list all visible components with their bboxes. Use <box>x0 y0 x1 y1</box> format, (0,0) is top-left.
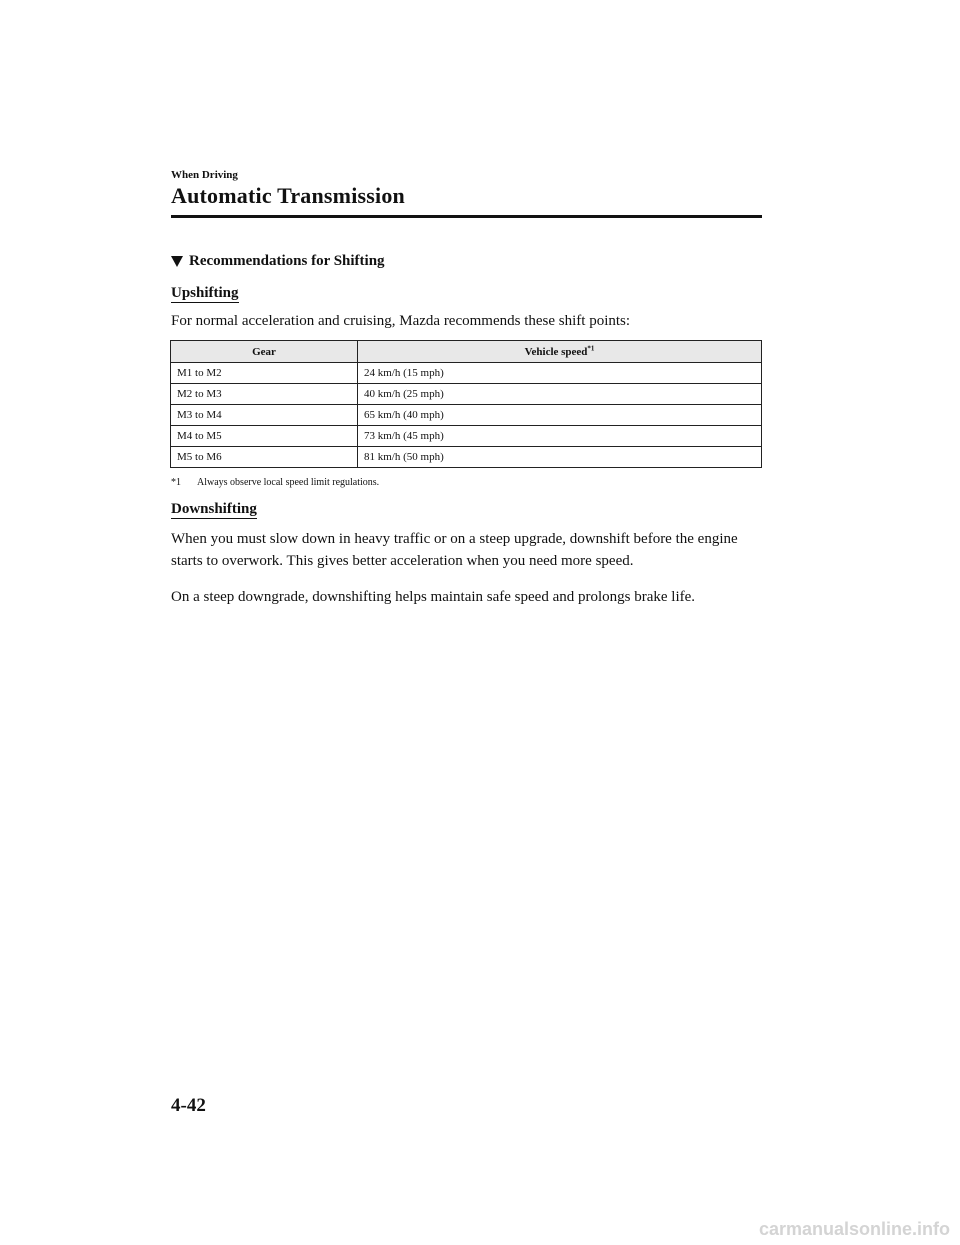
header-gear <box>171 341 358 363</box>
table-footnote <box>171 477 379 488</box>
table-row <box>171 447 762 468</box>
gear-cell: M5 to M6 <box>171 447 358 468</box>
table-row <box>171 426 762 447</box>
gear-cell: M4 to M5 <box>171 426 358 447</box>
page-title: Automatic Transmission <box>171 183 405 208</box>
table-row <box>171 384 762 405</box>
downshifting-paragraph-1: When you must slow down in heavy traffic or on a steep upgrade, downshift before the engine starts to overwork. This gives better acceleration when you need more speed. <box>171 531 738 569</box>
upshifting-heading <box>171 285 239 302</box>
speed-cell: 65 km/h (40 mph) <box>358 405 762 426</box>
upshifting-intro: For normal acceleration and cruising, Mazda recommends these shift points: <box>171 313 631 329</box>
downshifting-heading <box>171 501 257 518</box>
subheading-text: Recommendations for Shifting <box>189 253 385 269</box>
page-number: 4-42 <box>171 1095 206 1116</box>
header-gear-text: Gear <box>252 345 276 358</box>
watermark: carmanualsonline.info <box>758 1219 950 1239</box>
speed-cell: 73 km/h (45 mph) <box>358 426 762 447</box>
gear-cell: M2 to M3 <box>171 384 358 405</box>
footnote-text: Always observe local speed limit regulations. <box>197 477 380 488</box>
subheading <box>171 253 385 270</box>
header-vehicle-speed <box>358 341 762 363</box>
downshifting-paragraph-2: On a steep downgrade, downshifting helps maintain safe speed and prolongs brake life. <box>171 589 696 605</box>
section-label: When Driving <box>171 169 238 181</box>
gear-cell: M1 to M2 <box>171 363 358 384</box>
header-speed-footnote-mark: *1 <box>587 343 595 352</box>
gear-cell: M3 to M4 <box>171 405 358 426</box>
triangle-down-icon <box>171 256 183 267</box>
speed-cell: 24 km/h (15 mph) <box>358 363 762 384</box>
speed-cell: 81 km/h (50 mph) <box>358 447 762 468</box>
table-row <box>171 405 762 426</box>
upshifting-heading-text: Upshifting <box>171 285 239 301</box>
footnote-mark: *1 <box>171 477 181 488</box>
header-speed-text: Vehicle speed <box>524 345 588 358</box>
table-header-row <box>171 341 762 363</box>
speed-cell: 40 km/h (25 mph) <box>358 384 762 405</box>
downshifting-heading-text: Downshifting <box>171 501 257 517</box>
table-row <box>171 363 762 384</box>
shift-points-table <box>170 340 762 468</box>
title-divider <box>171 215 762 218</box>
